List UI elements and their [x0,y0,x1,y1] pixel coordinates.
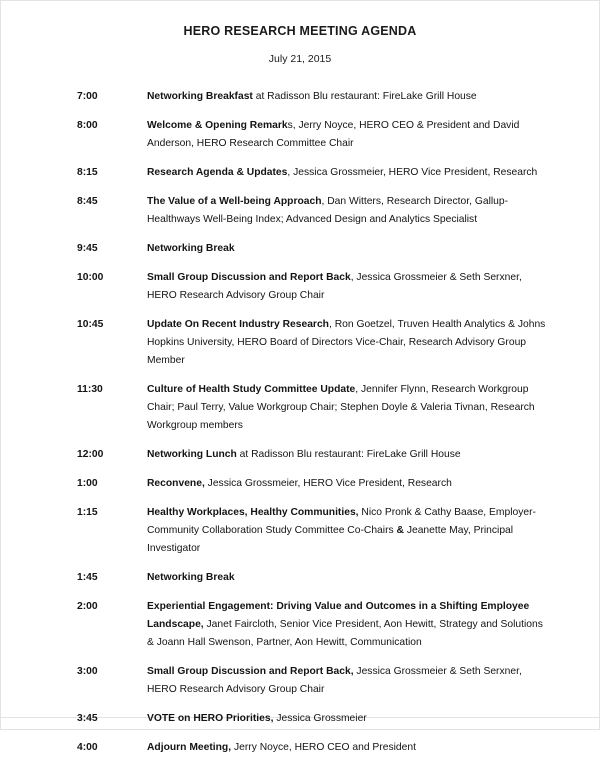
agenda-description [147,710,547,728]
agenda-time: 12:00 [77,449,104,460]
agenda-row [1,193,599,229]
agenda-description [147,240,547,258]
agenda-row [1,240,599,258]
agenda-presenters: , Jennifer Flynn, Research Workgroup Chair; Paul Terry, Value Workgroup Chair; Stephen Doyle & Valeria Tivnan, Research Workgroup members [147,384,535,431]
agenda-description [147,88,547,106]
agenda-time: 8:15 [77,167,98,178]
agenda-topic: Networking Break [147,243,235,254]
agenda-time: 1:00 [77,478,98,489]
agenda-presenters: at Radisson Blu restaurant: FireLake Grill House [252,91,477,102]
meeting-date: July 21, 2015 [268,53,332,65]
agenda-presenters: , Dan Witters, Research Director, Gallup-Healthways Well-Being Index; Advanced Design and Analytics Specialist [147,196,509,225]
agenda-time: 3:45 [77,713,98,724]
agenda-presenters: Jessica Grossmeier [273,713,367,724]
agenda-description [147,117,547,153]
agenda-row [1,710,599,728]
agenda-topic: VOTE on HERO Priorities, [147,713,274,724]
agenda-list [1,88,599,757]
agenda-presenters-continued: Jeanette May, Principal Investigator [147,525,514,554]
agenda-presenters: , Jessica Grossmeier & Seth Serxner, HERO Research Advisory Group Chair [147,272,522,301]
agenda-time: 9:45 [77,243,98,254]
agenda-row [1,598,599,652]
agenda-topic: The Value of a Well-being Approach [147,196,322,207]
agenda-description [147,598,547,652]
agenda-topic: Small Group Discussion and Report Back [147,272,351,283]
agenda-time: 1:45 [77,572,98,583]
agenda-topic: Welcome & Opening Remark [147,120,288,131]
agenda-topic: Update On Recent Industry Research [147,319,329,330]
agenda-row [1,316,599,370]
agenda-presenters: , Jessica Grossmeier, HERO Vice President, Research [287,167,538,178]
agenda-time: 10:00 [77,272,104,283]
agenda-time: 8:00 [77,120,98,131]
agenda-description [147,446,547,464]
agenda-topic: Experiential Engagement: Driving Value and Outcomes in a Shifting Employee Landscape, [147,601,530,630]
agenda-topic: Healthy Workplaces, Healthy Communities, [147,507,359,518]
agenda-row [1,381,599,435]
agenda-row [1,739,599,757]
agenda-description [147,475,547,493]
agenda-description [147,739,547,757]
agenda-row [1,663,599,699]
agenda-topic: Networking Lunch [147,449,237,460]
agenda-description [147,269,547,305]
agenda-topic: Networking Breakfast [147,91,253,102]
agenda-presenters: Jessica Grossmeier, HERO Vice President, Research [204,478,452,489]
agenda-presenters: , Ron Goetzel, Truven Health Analytics & Johns Hopkins University, HERO Board of Directors Vice-Chair, Research Advisory Group Member [147,319,546,366]
agenda-time: 7:00 [77,91,98,102]
page-title: HERO RESEARCH MEETING AGENDA [183,24,417,38]
agenda-description [147,316,547,370]
agenda-description [147,164,547,182]
agenda-description [147,663,547,699]
agenda-presenters: Janet Faircloth, Senior Vice President, Aon Hewitt, Strategy and Solutions & Joann Hall Swenson, Partner, Aon Hewitt, Communication [147,619,543,648]
agenda-description [147,504,547,558]
agenda-presenters: Nico Pronk & Cathy Baase, Employer-Community Collaboration Study Committee Co-Chairs [147,507,536,536]
agenda-presenters: s, Jerry Noyce, HERO CEO & President and David Anderson, HERO Research Committee Chair [147,120,520,149]
agenda-time: 11:30 [77,384,103,395]
agenda-presenters: Jerry Noyce, HERO CEO and President [231,742,416,753]
agenda-time: 3:00 [77,666,98,677]
agenda-time: 2:00 [77,601,98,612]
agenda-topic-emphasis: & [396,525,404,536]
agenda-row [1,88,599,106]
agenda-description [147,381,547,435]
agenda-topic: Networking Break [147,572,235,583]
agenda-time: 1:15 [77,507,98,518]
agenda-row [1,117,599,153]
agenda-row [1,475,599,493]
agenda-topic: Small Group Discussion and Report Back, [147,666,354,677]
agenda-presenters: at Radisson Blu restaurant: FireLake Grill House [236,449,461,460]
agenda-description [147,193,547,229]
agenda-topic: Adjourn Meeting, [147,742,232,753]
agenda-time: 4:00 [77,742,98,753]
agenda-row [1,446,599,464]
agenda-row [1,269,599,305]
agenda-row [1,504,599,558]
agenda-description [147,569,547,587]
agenda-topic: Reconvene, [147,478,205,489]
agenda-topic: Research Agenda & Updates [147,167,288,178]
agenda-time: 10:45 [77,319,104,330]
agenda-row [1,164,599,182]
agenda-presenters: Jessica Grossmeier & Seth Serxner, HERO Research Advisory Group Chair [147,666,522,695]
agenda-topic: Culture of Health Study Committee Update [147,384,356,395]
agenda-time: 8:45 [77,196,98,207]
agenda-document [1,1,599,753]
agenda-row [1,569,599,587]
